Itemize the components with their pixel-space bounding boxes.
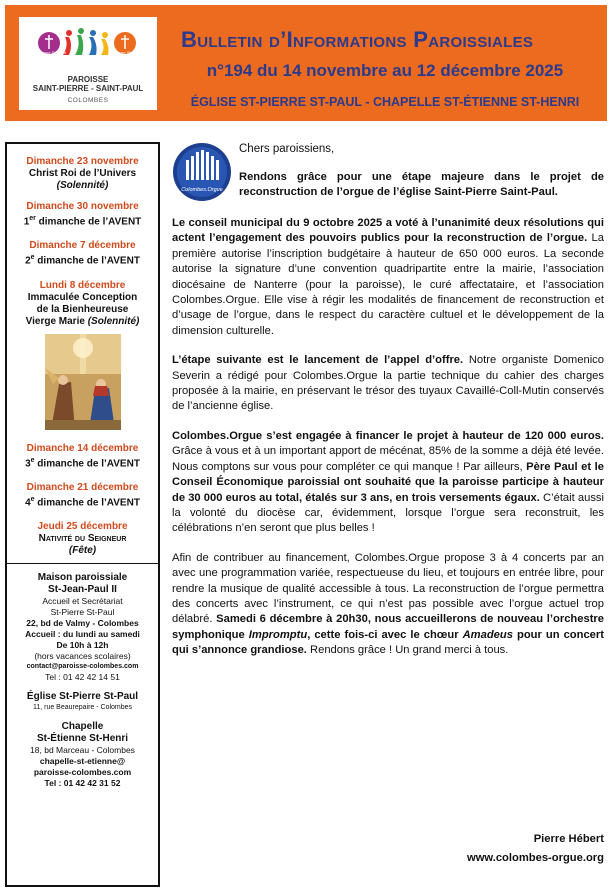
paragraph: Afin de contribuer au financement, Colombes.Orgue propose 3 à 4 concerts par an avec une programmation variée, respectueuse du lieu, et toujours en entrée libre, pour rendre la musique de qualité accessible à tous. La reconstruction de l’orgue permettra des concerts avec l’instrument, ce qui n’est pas possible avec l’orgue actuel trop délabré. Samedi 6 décembre à 20h30, nous accueillerons de nouveau l’orchestre symphonique Impromptu, cette fois-ci avec le chœur Amadeus pour un concert qui s’annonce grandiose. Rendons grâce ! Un grand merci à tous. [172, 551, 604, 657]
calendar-item [7, 482, 158, 509]
website-link[interactable]: www.colombes-orgue.org [467, 852, 604, 864]
logo-parish-name: PAROISSE SAINT-PIERRE - SAINT-PAUL [32, 75, 144, 93]
calendar-rank: (Solennité) [56, 180, 109, 191]
sidebar-divider [7, 563, 158, 564]
colombes-orgue-logo-icon [172, 142, 232, 202]
calendar-feast: 3e dimanche de l’AVENT [25, 456, 140, 469]
maison-paroissiale: Maison paroissiale St-Jean-Paul II Accueil et Secrétariat St-Pierre St-Paul 22, bd de Valmy - Colombes Accueil : du lundi au samedi De 10h à 12h (hors vacances scolaires) contact@paroisse-colombes.com Tel : 01 42 42 14 51 [7, 572, 158, 683]
svg-text:Colombes.Orgue: Colombes.Orgue [181, 187, 223, 193]
calendar-rank: (Fête) [68, 545, 97, 557]
calendar-item [7, 443, 158, 470]
calendar-date: Dimanche 23 novembre [26, 156, 139, 167]
logo-city: COLOMBES [67, 97, 109, 104]
calendar-date: Lundi 8 décembre [39, 279, 126, 291]
sidebar [5, 142, 160, 887]
calendar-feast: Immaculée Conception [27, 291, 138, 303]
svg-text:St-Étienne St-Henri: St-Étienne St-Henri [31, 50, 67, 55]
calendar-date: Dimanche 7 décembre [29, 240, 136, 252]
maison-email[interactable]: contact@paroisse-colombes.com [26, 663, 139, 671]
logo-figures-icon [31, 23, 141, 71]
parish-logo [19, 17, 157, 110]
calendar-item [7, 521, 158, 557]
svg-text:St-Pierre St-Paul: St-Pierre St-Paul [109, 50, 141, 55]
calendar-date: Jeudi 25 décembre [37, 521, 128, 533]
bulletin-title: Bulletin d’Informations Paroissiales [181, 27, 534, 52]
calendar-item [7, 240, 158, 267]
chapelle-email[interactable]: chapelle-st-etienne@ [39, 756, 126, 767]
calendar-feast: Vierge Marie (Solennité) [25, 315, 140, 327]
calendar-feast: 4e dimanche de l’AVENT [25, 495, 140, 509]
chapelle-info: Chapelle St-Étienne St-Henri 18, bd Marceau - Colombes chapelle-st-etienne@ paroisse-colombes.com Tel : 01 42 42 31 52 [7, 721, 158, 789]
church-names: ÉGLISE ST-PIERRE ST-PAUL - CHAPELLE ST-ÉTIENNE ST-HENRI [190, 95, 580, 109]
paragraph: Le conseil municipal du 9 octobre 2025 a voté à l’unanimité deux résolutions qui actent l’engagement des pouvoirs publics pour la reconstruction de l’orgue. La première autorise l’inscription budgétaire à hauteur de 650 000 euros. La seconde autorise la signature d’une convention quadripartite entre la mairie, l’association diocésaine de Nanterre (pour la paroisse), le curé affectataire, et l’association Colombes.Orgue. Elle vise à régir les modalités de financement de reconstruction et d’usage de l’orgue, dans le respect du caractère cultuel et le développement de la dimension culturelle. [172, 217, 604, 337]
paragraph: L’étape suivante est le lancement de l’appel d’offre. Notre organiste Domenico Severin a rédigé pour Colombes.Orgue la partie technique du cahier des charges proposée à la mairie, en préservant le trésor des tuyaux Cavaillé-Coll-Mutin conservés de l’ancienne église. [172, 354, 604, 413]
calendar-feast: de la Bienheureuse [36, 303, 129, 315]
calendar-date: Dimanche 14 décembre [26, 442, 139, 454]
maison-tel: Tel : 01 42 42 14 51 [45, 672, 120, 683]
chapelle-email[interactable]: paroisse-colombes.com [33, 767, 132, 778]
calendar-item [7, 201, 158, 228]
chapelle-tel: Tel : 01 42 42 31 52 [44, 778, 121, 789]
calendar-date: Dimanche 30 novembre [26, 201, 139, 212]
greeting: Chers paroissiens, [239, 143, 335, 155]
issue-number: n°194 du 14 novembre au 12 décembre 2025 [206, 61, 564, 80]
calendar-item [7, 156, 158, 192]
eglise-info: Église St-Pierre St-Paul 11, rue Beaurepaire - Colombes [26, 691, 139, 712]
calendar-feast: 1er dimanche de l’AVENT [23, 215, 142, 228]
article-body [172, 216, 604, 673]
calendar-feast: Christ Roi de l’Univers [28, 168, 137, 179]
calendar-item [7, 280, 158, 328]
calendar-feast: Nativité du Seigneur [38, 533, 127, 545]
signature-block [467, 830, 604, 868]
intro-paragraph: Rendons grâce pour une étape majeure dans le projet de reconstruction de l’orgue de l’église Saint-Pierre Saint-Paul. [239, 171, 604, 198]
calendar-feast: 2e dimanche de l’AVENT [25, 254, 140, 267]
header-band [5, 5, 607, 121]
paragraph: Colombes.Orgue s’est engagée à financer le projet à hauteur de 120 000 euros. Grâce à vous et à un important apport de mécénat, 85% de la somme a déjà été levée. Nous comptons sur vous pour compléter ce qui manque ! Par ailleurs, Père Paul et le Conseil Économique paroissial ont souhaité que la paroisse participe à hauteur de 30 000 euros au total, étalés sur 3 ans, en trois versements égaux. C’était aussi la volonté du diocèse car, évidemment, lorsque l’orgue sera reconstruit, les célébrations n’en seront que plus belles ! [172, 429, 604, 535]
annunciation-painting [45, 334, 121, 430]
calendar-date: Dimanche 21 décembre [26, 481, 139, 493]
signature: Pierre Hébert [533, 833, 604, 845]
